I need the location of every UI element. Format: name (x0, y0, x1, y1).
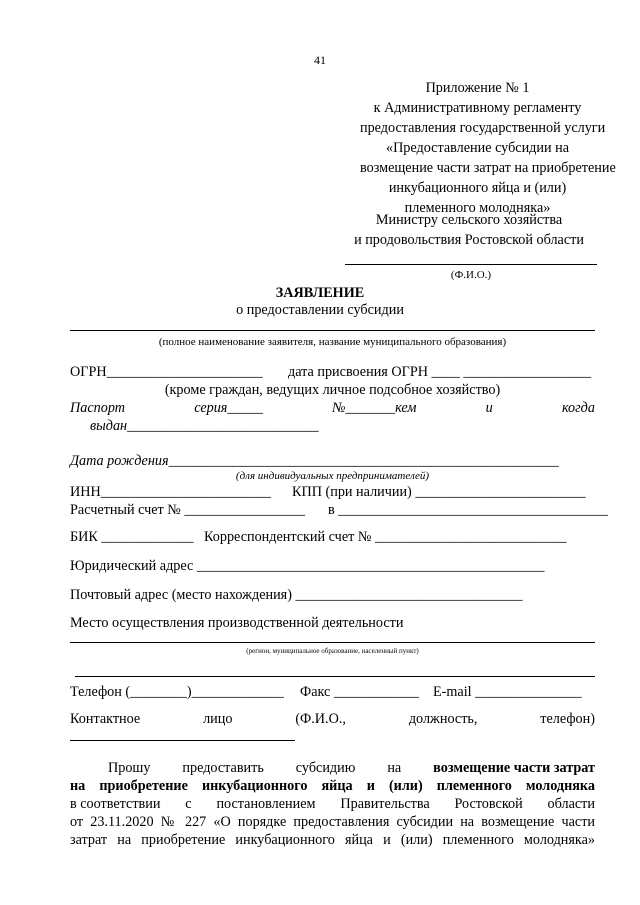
addressee-block (340, 210, 598, 250)
contact-person-line[interactable] (70, 740, 295, 741)
applicant-line (70, 330, 595, 331)
request-word: постановлением (216, 796, 316, 812)
production-place-line-2[interactable] (75, 676, 595, 677)
contact-word: должность, (408, 711, 478, 727)
page-number: 41 (314, 53, 326, 67)
region-caption: (регион, муниципальное образование, населенный пункт) (246, 647, 419, 655)
request-line-1 (108, 758, 595, 778)
contact-word: Контактное (70, 711, 141, 727)
passport-word: №_______кем (332, 400, 417, 416)
applicant-caption: (полное наименование заявителя, название муниципального образования) (158, 336, 507, 348)
passport-word: когда (561, 400, 595, 416)
appendix-line: возмещение части затрат на приобретение (360, 160, 616, 176)
fio-caption: (Ф.И.О.) (450, 269, 492, 281)
request-word: на (387, 760, 402, 776)
appendix-line: Приложение № 1 (425, 80, 530, 96)
request-line-2: на приобретение инкубационного яйца и (или) племенного молодняка (70, 778, 595, 794)
contact-word: телефон) (540, 711, 595, 727)
appendix-line: инкубационного яйца и (или) (388, 180, 567, 196)
document-subtitle: о предоставлении субсидии (236, 302, 404, 318)
email-field[interactable]: E-mail _______________ (433, 684, 582, 700)
corr-account-field[interactable]: Корреспондентский счет № ___________________________ (204, 529, 567, 545)
phone-field[interactable]: Телефон (________)_____________ (70, 684, 284, 700)
legal-address-field[interactable]: Юридический адрес _________________________________________________ (70, 558, 545, 574)
production-place-label: Место осуществления производственной деятельности (70, 615, 404, 631)
appendix-block (300, 78, 616, 218)
birth-date-field[interactable]: Дата рождения_______________________________________________________ (70, 453, 559, 469)
contact-word: лицо (203, 711, 233, 727)
account-field[interactable]: Расчетный счет № _________________ (70, 502, 305, 518)
request-word: в соответствии (70, 796, 161, 812)
kpp-field[interactable]: КПП (при наличии) ________________________ (292, 484, 586, 500)
request-line-4: от 23.11.2020 № 227 «О порядке предоставления субсидии на возмещение части (70, 814, 595, 830)
request-word: субсидию (295, 760, 356, 776)
ogrn-note: (кроме граждан, ведущих личное подсобное хозяйство) (164, 382, 501, 398)
bank-field[interactable]: в ______________________________________ (328, 502, 608, 518)
ogrn-field[interactable]: ОГРН______________________ (70, 364, 263, 380)
contact-person-row (70, 709, 595, 729)
request-word: предоставить (182, 760, 264, 776)
appendix-line: к Административному регламенту (373, 100, 582, 116)
request-line-3 (70, 794, 595, 814)
request-word: Прошу (108, 760, 151, 776)
addressee-line: и продовольствия Ростовской области (354, 232, 584, 248)
request-word: Правительства (340, 796, 430, 812)
bik-field[interactable]: БИК _____________ (70, 529, 194, 545)
passport-issued-field[interactable]: выдан___________________________ (90, 418, 319, 434)
appendix-line: «Предоставление субсидии на (385, 140, 570, 156)
request-word: области (547, 796, 595, 812)
request-word: с (185, 796, 192, 812)
contact-word: (Ф.И.О., (295, 711, 346, 727)
inn-field[interactable]: ИНН________________________ (70, 484, 271, 500)
addressee-line: Министру сельского хозяйства (375, 212, 563, 228)
request-word-bold: возмещение части затрат (433, 760, 595, 776)
ogrn-date-field[interactable]: дата присвоения ОГРН ____ __________________ (288, 364, 592, 380)
fax-field[interactable]: Факс ____________ (300, 684, 420, 700)
birth-note: (для индивидуальных предпринимателей) (235, 470, 430, 482)
passport-word: Паспорт (70, 400, 125, 416)
postal-address-field[interactable]: Почтовый адрес (место нахождения) ________________________________ (70, 587, 523, 603)
passport-word: серия_____ (194, 400, 263, 416)
appendix-line: племенного молодняка» (404, 200, 551, 216)
request-word: Ростовской (454, 796, 523, 812)
document-title: ЗАЯВЛЕНИЕ (275, 285, 365, 301)
passport-row[interactable] (70, 398, 595, 418)
passport-word: и (485, 400, 493, 416)
appendix-line: предоставления государственной услуги (360, 120, 606, 136)
request-line-5: затрат на приобретение инкубационного яйца и (или) племенного молодняка» (70, 832, 595, 848)
